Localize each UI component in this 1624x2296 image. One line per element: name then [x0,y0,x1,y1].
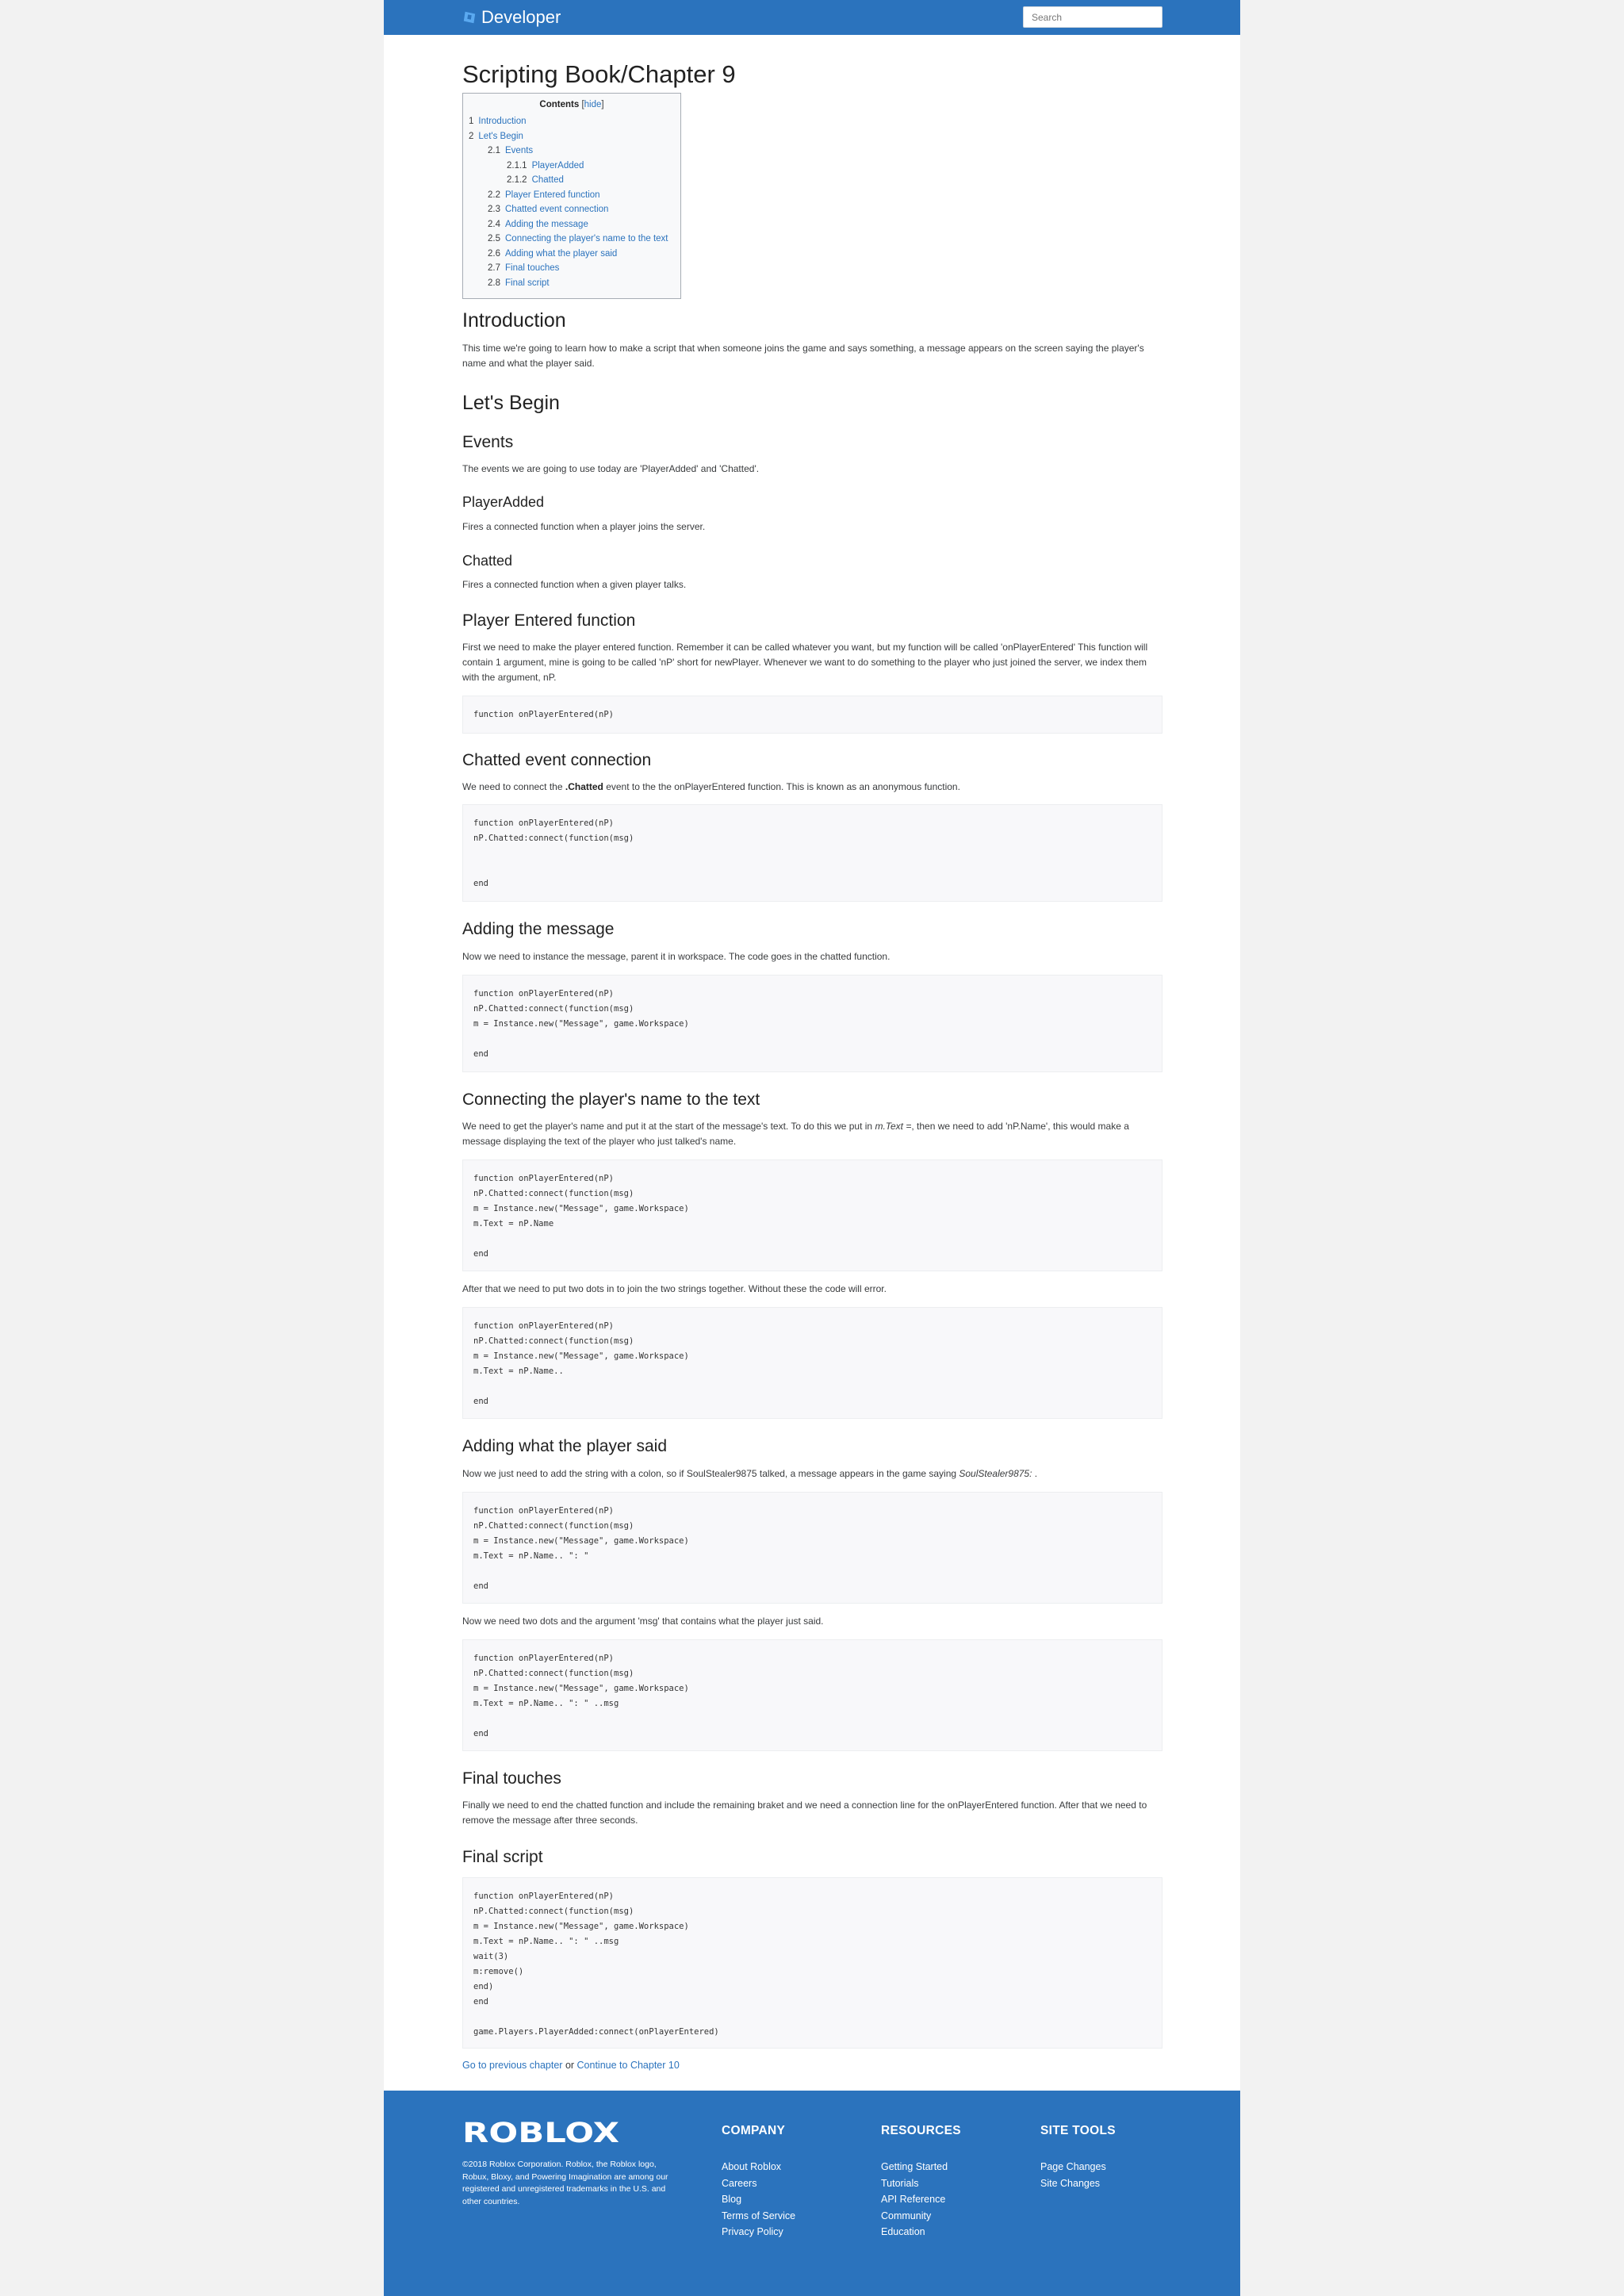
code-block-final-script: function onPlayerEntered(nP) nP.Chatted:connect(function(msg) m = Instance.new("Message", game.Workspace) m.Text = nP.Name.. ": " ..msg wait(3) m:remove() end) end game.Players.PlayerAdded:connect(onPlayerEntered) [462,1877,1162,2049]
footer-column-title: COMPANY [722,2124,786,2137]
code-block-adding-said-2: function onPlayerEntered(nP) nP.Chatted:connect(function(msg) m = Instance.new("Message", game.Workspace) m.Text = nP.Name.. ": " ..msg end [462,1639,1162,1751]
brand-name: Developer [481,7,561,27]
heading-introduction: Introduction [462,309,566,332]
footer-link-page-changes[interactable]: Page Changes [1040,2161,1106,2172]
heading-lets-begin: Let's Begin [462,392,560,414]
toc-item-label: Chatted [531,175,564,185]
code-block-chatted-connection: function onPlayerEntered(nP) nP.Chatted:connect(function(msg) end [462,804,1162,902]
adding-said-text [462,1466,1162,1481]
footer-column-resources [881,2124,961,2240]
footer-link-careers[interactable]: Careers [722,2177,757,2189]
text-segment: We need to connect the [462,781,565,792]
code-block-connecting-name-1: function onPlayerEntered(nP) nP.Chatted:connect(function(msg) m = Instance.new("Message", game.Workspace) m.Text = nP.Name end [462,1159,1162,1271]
svg-text:ROBLOX: ROBLOX [462,2118,620,2145]
roblox-logo[interactable] [462,2118,621,2149]
italic-term: SoulStealer9875: [959,1468,1032,1479]
chapter-navigation [462,2060,680,2071]
toc-item-label: Introduction [478,117,527,126]
toc-title: Contents [539,100,580,109]
toc-item-label: Adding the message [505,219,588,229]
toc-item-number: 2.4 [488,219,500,229]
previous-chapter-link[interactable]: Go to previous chapter [462,2060,563,2071]
toc-header [463,100,680,109]
heading-final-script: Final script [462,1848,543,1866]
adding-said-text-2: Now we need two dots and the argument 'msg' that contains what the player just said. [462,1616,824,1627]
top-navbar [384,0,1240,35]
toc-item-number: 2.8 [488,278,500,288]
text-segment: , then we need to add 'nP.Name', this would make a message displaying the text of the player who just talked's name. [462,1121,1129,1147]
toc-item-label: PlayerAdded [531,160,584,171]
toc-item-adding-what-said[interactable] [488,248,617,259]
heading-adding-the-message: Adding the message [462,920,615,938]
footer-column-company [722,2124,795,2240]
next-chapter-link[interactable]: Continue to Chapter 10 [576,2060,680,2071]
toc-item-number: 2.2 [488,190,500,200]
toc-item-final-script[interactable] [488,278,550,289]
footer-link-getting-started[interactable]: Getting Started [881,2161,948,2172]
heading-events: Events [462,433,514,451]
footer-column-title: RESOURCES [881,2124,961,2137]
copyright-text: ©2018 Roblox Corporation. Roblox, the Roblox logo, Robux, Bloxy, and Powering Imagination are among our registered and unregistered trademarks in the U.S. and other countries. [462,2160,668,2206]
toc-item-number: 2.6 [488,248,500,259]
toc-item-chatted-event-connection[interactable] [488,204,608,215]
toc-item-final-touches[interactable] [488,263,559,274]
page-title: Scripting Book/Chapter 9 [462,60,736,88]
italic-term: m.Text = [875,1121,912,1132]
toc-item-adding-the-message[interactable] [488,219,588,230]
toc-item-number: 2.1.1 [507,160,527,171]
toc-item-player-entered-function[interactable] [488,190,600,201]
events-text: The events we are going to use today are 'PlayerAdded' and 'Chatted'. [462,463,760,474]
toc-hide-suffix: ] [601,100,604,109]
heading-playeradded: PlayerAdded [462,494,545,510]
toc-item-number: 2.1.2 [507,175,527,185]
connecting-name-text-2: After that we need to put two dots in to join the two strings together. Without these the code will error. [462,1283,887,1294]
footer [384,2091,1240,2296]
connecting-name-text [462,1119,1162,1149]
heading-final-touches: Final touches [462,1769,561,1788]
heading-adding-what-said: Adding what the player said [462,1437,667,1455]
toc-item-events[interactable] [488,145,533,156]
toc-item-label: Events [505,146,534,155]
footer-link-tutorials[interactable]: Tutorials [881,2177,919,2189]
text-segment: We need to get the player's name and put it at the start of the message's text. To do this we put in [462,1121,875,1132]
toc-item-chatted[interactable] [507,174,564,186]
text-segment: . [1032,1468,1038,1479]
toc-item-number: 2.1 [488,146,500,155]
toc-item-number: 2 [469,131,474,141]
footer-link-terms[interactable]: Terms of Service [722,2210,796,2221]
brand-link[interactable] [462,7,561,28]
toc-item-label: Player Entered function [505,190,600,200]
bold-term: .Chatted [565,781,603,792]
heading-player-entered-function: Player Entered function [462,611,636,630]
toc-item-label: Connecting the player's name to the text [505,234,668,243]
text-segment: event to the the onPlayerEntered function. This is known as an anonymous function. [603,781,960,792]
footer-link-community[interactable]: Community [881,2210,932,2221]
introduction-text: This time we're going to learn how to make a script that when someone joins the game and says something, a message appears on the screen saying the player's name and what the player said. [462,343,1144,369]
code-block-connecting-name-2: function onPlayerEntered(nP) nP.Chatted:connect(function(msg) m = Instance.new("Message", game.Workspace) m.Text = nP.Name.. end [462,1307,1162,1419]
player-entered-text: First we need to make the player entered function. Remember it can be called whatever you want, but my function will be called 'onPlayerEntered' This function will contain 1 argument, mine is going to be called 'nP' short for newPlayer. Whenever we want to do something to the player who just joined the server, we index them with the argument, nP. [462,642,1148,683]
heading-chatted-event-connection: Chatted event connection [462,751,652,769]
toc-item-lets-begin[interactable] [469,131,523,142]
toc-item-number: 2.5 [488,234,500,243]
footer-column-site-tools [1040,2124,1116,2191]
toc-item-connecting-name[interactable] [488,233,668,244]
chatted-text: Fires a connected function when a given player talks. [462,579,687,590]
toc-hide-prefix: [ [581,100,584,109]
footer-column-title: SITE TOOLS [1040,2124,1116,2137]
toc-item-introduction[interactable] [469,116,527,127]
footer-link-education[interactable]: Education [881,2226,925,2237]
footer-link-privacy[interactable]: Privacy Policy [722,2226,783,2237]
heading-chatted: Chatted [462,553,513,569]
roblox-studio-icon [462,10,477,25]
code-block-adding-message: function onPlayerEntered(nP) nP.Chatted:connect(function(msg) m = Instance.new("Message", game.Workspace) end [462,975,1162,1072]
toc-item-number: 1 [469,117,474,126]
code-block-player-entered: function onPlayerEntered(nP) [462,696,1162,734]
toc-item-label: Final touches [505,263,560,273]
footer-link-api-reference[interactable]: API Reference [881,2194,946,2205]
footer-link-about-roblox[interactable]: About Roblox [722,2161,782,2172]
roblox-logo-mark [462,2118,621,2145]
nav-separator: or [562,2060,577,2071]
toc-item-number: 2.3 [488,205,500,214]
search-input[interactable] [1023,6,1162,28]
chatted-connection-text [462,780,1162,795]
heading-connecting-name: Connecting the player's name to the text [462,1091,760,1109]
toc-item-label: Let's Begin [478,131,523,141]
toc-hide-link[interactable]: hide [584,100,602,109]
footer-link-blog[interactable]: Blog [722,2194,742,2205]
toc-item-label: Chatted event connection [505,205,609,214]
footer-link-site-changes[interactable]: Site Changes [1040,2177,1101,2189]
final-touches-text: Finally we need to end the chatted function and include the remaining braket and we need a connection line for the onPlayerEntered function. After that we need to remove the message after three seconds. [462,1800,1147,1826]
toc-item-playeradded[interactable] [507,160,584,171]
adding-message-text: Now we need to instance the message, parent it in workspace. The code goes in the chatted function. [462,951,891,962]
toc-item-label: Final script [505,278,550,288]
code-block-adding-said-1: function onPlayerEntered(nP) nP.Chatted:connect(function(msg) m = Instance.new("Message", game.Workspace) m.Text = nP.Name.. ": " end [462,1492,1162,1604]
playeradded-text: Fires a connected function when a player joins the server. [462,521,706,532]
text-segment: Now we just need to add the string with a colon, so if SoulStealer9875 talked, a message appears in the game saying [462,1468,959,1479]
toc-item-number: 2.7 [488,263,500,273]
page [384,0,1240,2296]
table-of-contents [462,93,681,299]
toc-item-label: Adding what the player said [505,248,618,259]
